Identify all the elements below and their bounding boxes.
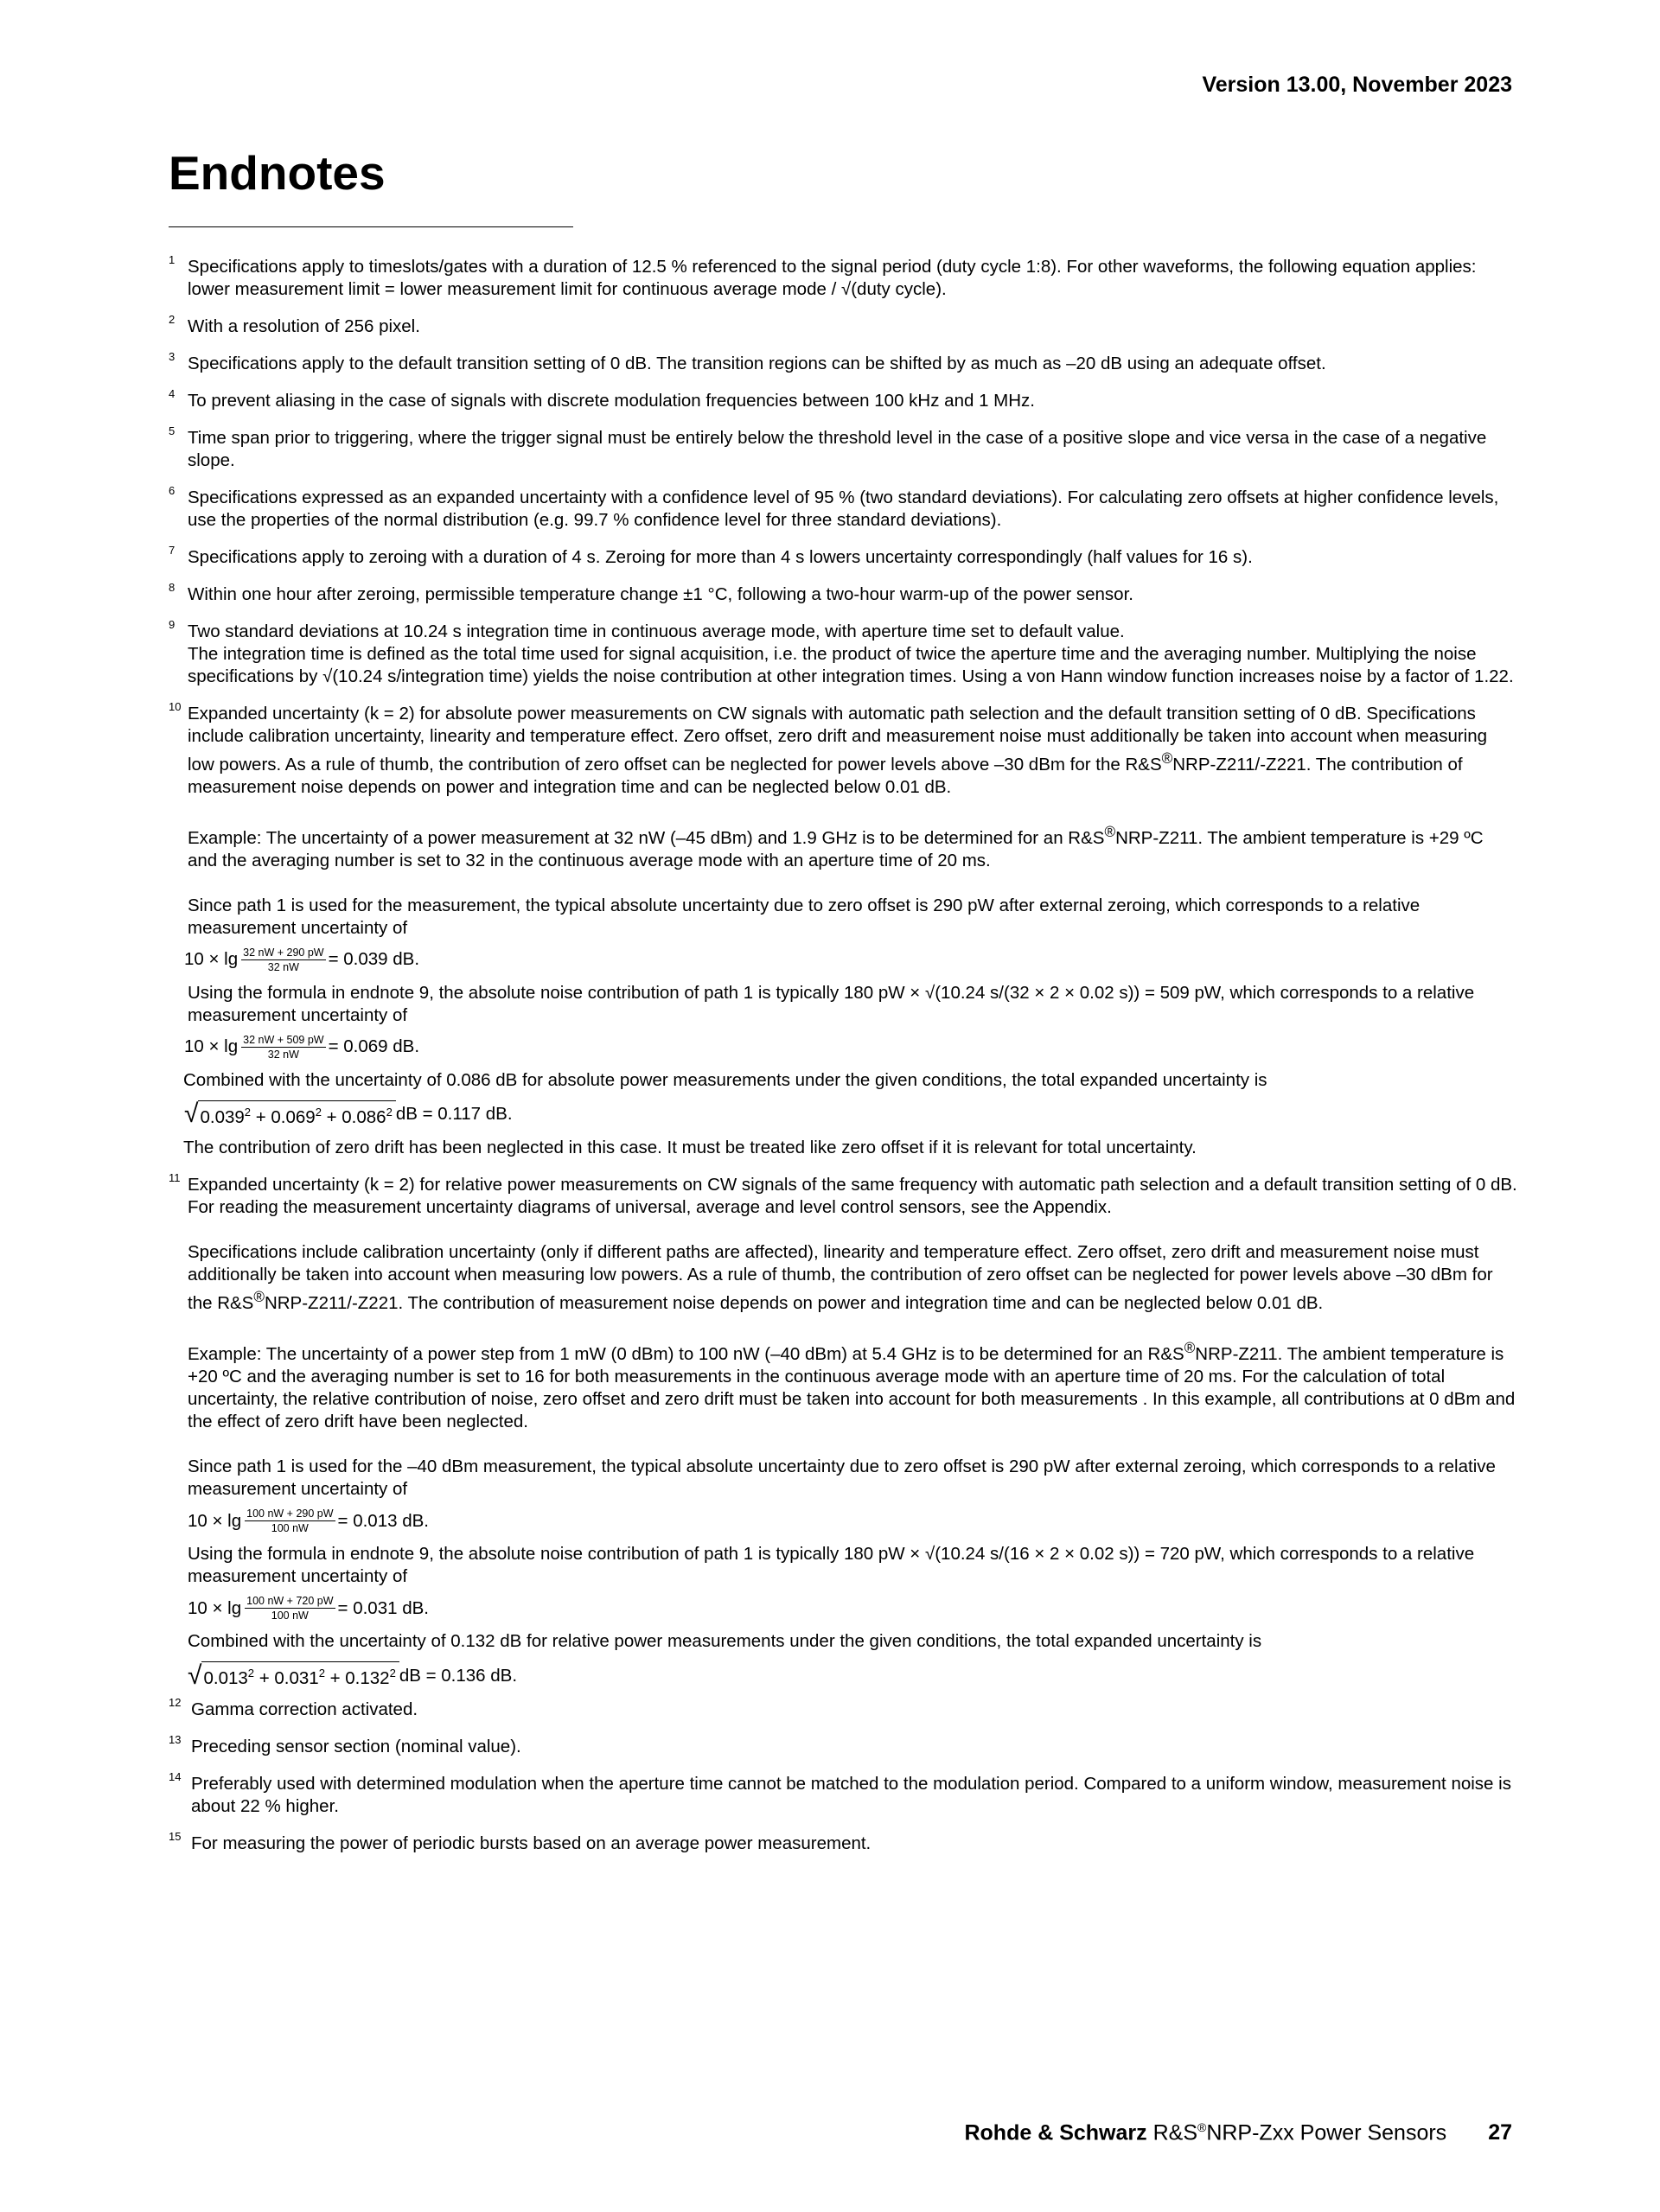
endnote-text: Combined with the uncertainty of 0.086 dB for absolute power measurements under the given conditions, the total expanded uncertainty is (183, 1069, 1267, 1090)
endnote-4 (169, 387, 1517, 412)
term: + 0.086 (321, 1106, 386, 1127)
fraction-denominator: 100 nW (271, 1522, 309, 1535)
endnote-3 (169, 350, 1517, 375)
endnote-text: Gamma correction activated. (191, 1699, 418, 1719)
formula-prefix: 10 × lg (184, 949, 239, 970)
formula-total-uncertainty (184, 1100, 1517, 1129)
endnote-number: 7 (169, 544, 176, 557)
exponent: 2 (247, 1667, 255, 1680)
endnote-text: Using the formula in endnote 9, the absolute noise contribution of path 1 is typically 180 pW × √(10.24 s/(32 × 2 × 0.02 s)) = 509 pW, which corresponds to a relative measurement uncertainty of (188, 982, 1475, 1025)
formula-noise (184, 1034, 1517, 1061)
endnote-text: Example: The uncertainty of a power step from 1 mW (0 dBm) to 100 nW (–40 dBm) at 5.4 GHz is to be determined for an R&S (188, 1344, 1184, 1365)
formula-zero-offset (184, 947, 1517, 973)
endnote-13 (169, 1732, 1517, 1758)
endnote-text: Specifications apply to timeslots/gates with a duration of 12.5 % referenced to the signal period (duty cycle 1:8). For other waveforms, the following equation applies: lower measurement limit = lower measurement limit for continuous average mode / √(duty cycle). (188, 257, 1477, 299)
formula-result: = 0.039 dB. (328, 949, 420, 970)
endnote-text: Specifications expressed as an expanded uncertainty with a confidence level of 95 % (two standard deviations). For calculating zero offsets at higher confidence levels, use the properties of the normal distribution (e.g. 99.7 % confidence level for three standard deviations). (188, 488, 1499, 530)
endnote-8 (169, 583, 1517, 606)
endnote-text: Within one hour after zeroing, permissible temperature change ±1 °C, following a two-hour warm-up of the power sensor. (188, 584, 1133, 604)
formula-prefix: 10 × lg (184, 1036, 239, 1057)
endnote-number: 15 (169, 1829, 182, 1843)
endnote-text: Two standard deviations at 10.24 s integration time in continuous average mode, with aperture time set to default value. (188, 622, 1125, 641)
page-number: 27 (1488, 2120, 1512, 2145)
page-title: Endnotes (169, 146, 386, 200)
endnote-text: NRP-Z211/-Z221. The contribution of measurement noise depends on power and integration time and can be neglected below 0.01 dB. (188, 754, 1463, 797)
endnote-2 (169, 313, 1517, 338)
endnote-number: 2 (169, 313, 176, 326)
endnote-text: Expanded uncertainty (k = 2) for relative power measurements on CW signals of the same frequency with automatic path selection and a default transition setting of 0 dB. For reading the measurement uncertainty diagrams of universal, average and level control sensors, see the Appendix. (188, 1175, 1517, 1218)
endnote-5 (169, 424, 1517, 472)
endnote-11 (169, 1171, 1517, 1690)
fraction (241, 947, 325, 973)
endnote-number: 12 (169, 1695, 182, 1709)
endnote-text: Combined with the uncertainty of 0.132 dB for relative power measurements under the given conditions, the total expanded uncertainty is (188, 1631, 1262, 1652)
endnote-text: The integration time is defined as the total time used for signal acquisition, i.e. the product of twice the aperture time and the averaging number. Multiplying the noise specifications by √(10.24 s/integration time) yields the noise contribution at other integration times. Using a von Hann window function increases noise by a factor of 1.22. (188, 644, 1514, 686)
registered-mark: ® (1161, 750, 1173, 767)
exponent: 2 (389, 1667, 396, 1680)
footer-company: Rohde & Schwarz (964, 2120, 1147, 2145)
endnote-number: 4 (169, 387, 176, 400)
term: 0.039 (200, 1106, 245, 1127)
exponent: 2 (315, 1105, 322, 1119)
fraction-numerator: 32 nW + 509 pW (243, 1033, 324, 1046)
formula-prefix: 10 × lg (188, 1597, 242, 1618)
endnote-text: Specifications apply to the default transition setting of 0 dB. The transition regions can be shifted by as much as –20 dB using an adequate offset. (188, 354, 1326, 373)
endnote-text: To prevent aliasing in the case of signals with discrete modulation frequencies between 100 kHz and 1 MHz. (188, 391, 1035, 411)
formula-result: = 0.013 dB. (337, 1510, 429, 1531)
endnote-number: 9 (169, 618, 176, 631)
endnote-10 (169, 700, 1517, 1159)
endnote-text: Using the formula in endnote 9, the absolute noise contribution of path 1 is typically 180 pW × √(10.24 s/(16 × 2 × 0.02 s)) = 720 pW, which corresponds to a relative measurement uncertainty of (188, 1544, 1475, 1587)
endnote-text: With a resolution of 256 pixel. (188, 316, 420, 336)
formula-total-uncertainty (188, 1661, 1517, 1690)
endnotes-list (169, 253, 1517, 1855)
square-root-icon: √ (188, 1661, 202, 1690)
term: + 0.132 (324, 1667, 390, 1688)
formula-noise (188, 1595, 1517, 1622)
term: + 0.031 (254, 1667, 319, 1688)
footer-product-prefix: R&S (1146, 2120, 1197, 2145)
endnote-text: Example: The uncertainty of a power measurement at 32 nW (–45 dBm) and 1.9 GHz is to be determined for an R&S (188, 827, 1105, 848)
endnote-number: 10 (169, 700, 182, 713)
fraction-numerator: 100 nW + 720 pW (246, 1595, 334, 1608)
endnote-paragraph (188, 703, 1517, 799)
registered-mark: ® (1184, 1340, 1196, 1357)
endnote-text: Specifications include calibration uncertainty (only if different paths are affected), linearity and temperature effect. Zero offset, zero drift and measurement noise must additionally be taken into account when measuring low powers. As a rule of thumb, the contribution of zero offset can be neglected for power levels above –30 dBm for the R&S (188, 1242, 1493, 1314)
endnote-12 (169, 1695, 1517, 1721)
square-root-icon: √ (184, 1100, 199, 1129)
fraction (245, 1508, 335, 1534)
exponent: 2 (318, 1667, 325, 1680)
formula-result: = 0.031 dB. (337, 1597, 429, 1618)
endnote-text: Since path 1 is used for the –40 dBm measurement, the typical absolute uncertainty due to zero offset is 290 pW after external zeroing, which corresponds to a relative measurement uncertainty of (188, 1457, 1496, 1500)
endnote-text: NRP-Z211/-Z221. The contribution of measurement noise depends on power and integration time and can be neglected below 0.01 dB. (264, 1293, 1324, 1314)
fraction-denominator: 32 nW (267, 1048, 299, 1061)
page-footer (964, 2120, 1512, 2145)
endnote-number: 5 (169, 424, 176, 437)
endnote-paragraph (188, 1337, 1517, 1433)
endnote-number: 6 (169, 484, 176, 497)
radicand (201, 1661, 399, 1690)
endnote-14 (169, 1769, 1517, 1818)
title-divider (169, 226, 573, 227)
endnote-text: Time span prior to triggering, where the trigger signal must be entirely below the threshold level in the case of a positive slope and vice versa in the case of a negative slope. (188, 428, 1487, 470)
formula-prefix: 10 × lg (188, 1510, 242, 1531)
version-header: Version 13.00, November 2023 (1202, 73, 1512, 97)
endnote-text: For measuring the power of periodic bursts based on an average power measurement. (191, 1833, 872, 1853)
endnote-number: 14 (169, 1769, 182, 1783)
endnote-text: The contribution of zero drift has been neglected in this case. It must be treated like zero offset if it is relevant for total uncertainty. (183, 1138, 1197, 1158)
fraction-numerator: 100 nW + 290 pW (246, 1508, 334, 1520)
endnote-15 (169, 1829, 1517, 1855)
term: + 0.069 (251, 1106, 316, 1127)
endnote-paragraph (188, 821, 1517, 872)
footer-product: NRP-Zxx Power Sensors (1206, 2120, 1447, 2145)
endnote-paragraph (188, 1241, 1517, 1315)
fraction-denominator: 100 nW (271, 1610, 309, 1622)
exponent: 2 (386, 1105, 393, 1119)
endnote-text: Preferably used with determined modulation when the aperture time cannot be matched to the modulation period. Compared to a uniform window, measurement noise is about 22 % higher. (191, 1773, 1511, 1816)
endnote-number: 13 (169, 1732, 182, 1746)
registered-mark: ® (253, 1289, 265, 1306)
term: 0.013 (203, 1667, 248, 1688)
registered-mark: ® (1197, 2120, 1207, 2134)
formula-result: dB = 0.117 dB. (395, 1104, 513, 1125)
exponent: 2 (244, 1105, 252, 1119)
endnote-text: NRP-Z211. The ambient temperature is +29 ºC and the averaging number is set to 32 in the continuous average mode with an aperture time of 20 ms. (188, 827, 1484, 870)
endnote-9 (169, 618, 1517, 688)
fraction-numerator: 32 nW + 290 pW (243, 946, 324, 959)
registered-mark: ® (1104, 823, 1116, 840)
endnote-text: Preceding sensor section (nominal value). (191, 1736, 521, 1756)
endnote-text: NRP-Z211. The ambient temperature is +20 ºC and the averaging number is set to 16 for both measurements in the continuous average mode with an aperture time of 20 ms. For the calculation of total uncertainty, the relative contribution of noise, zero offset and zero drift must be taken into account for both measurements . In this example, all contributions at 0 dBm and the effect of zero drift have been neglected. (188, 1344, 1516, 1432)
endnote-7 (169, 546, 1517, 569)
endnote-text: Since path 1 is used for the measurement, the typical absolute uncertainty due to zero offset is 290 pW after external zeroing, which corresponds to a relative measurement uncertainty of (188, 895, 1421, 938)
endnote-1 (169, 253, 1517, 301)
endnote-text: Specifications apply to zeroing with a duration of 4 s. Zeroing for more than 4 s lowers uncertainty correspondingly (half values for 16 s). (188, 547, 1253, 567)
endnote-6 (169, 484, 1517, 532)
formula-result: dB = 0.136 dB. (399, 1665, 518, 1686)
radicand (198, 1100, 395, 1129)
endnote-number: 8 (169, 581, 176, 594)
fraction-denominator: 32 nW (267, 960, 299, 973)
endnote-text: Expanded uncertainty (k = 2) for absolute power measurements on CW signals with automatic path selection and the default transition setting of 0 dB. Specifications include calibration uncertainty, linearity and temperature effect. Zero offset, zero drift and measurement noise must additionally be taken into account when measuring low powers. As a rule of thumb, the contribution of zero offset can be neglected for power levels above –30 dBm for the R&S (188, 704, 1488, 775)
formula-result: = 0.069 dB. (328, 1036, 420, 1057)
formula-zero-offset (188, 1508, 1517, 1534)
fraction (241, 1034, 325, 1061)
endnote-number: 3 (169, 350, 176, 363)
endnote-number: 1 (169, 253, 176, 266)
fraction (245, 1595, 335, 1622)
endnote-number: 11 (169, 1171, 181, 1185)
